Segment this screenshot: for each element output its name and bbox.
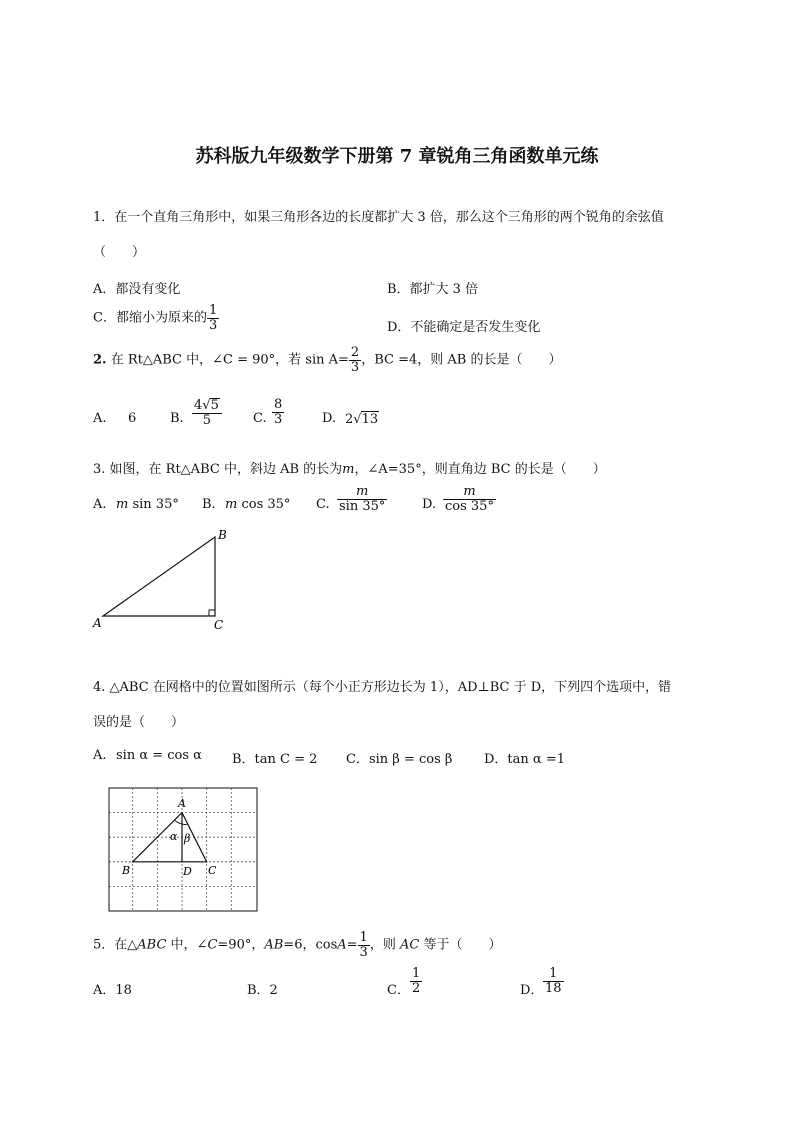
vertex-label-a: A [93,616,102,630]
coefficient: 4 [194,398,203,413]
q2-option-a-label: A. [93,411,107,426]
q2-option-b-fraction [192,398,222,427]
q3-option-c-fraction [337,485,387,513]
q2-stem-fraction [349,346,361,374]
q2-option-d-value [345,411,379,427]
q5-stem-text-f: ，则 [369,937,400,953]
q2-stem-text-b: ，BC =4，则 AB 的长是（ ） [361,352,562,368]
q5-option-b: B．2 [247,983,278,998]
fraction-denominator: 3 [274,411,283,427]
option-label: C． [346,752,369,767]
q4-stem-line-1: 4. △ABC 在网格中的位置如图所示（每个小正方形边长为 1），AD⊥BC 于 D，下列四个选项中，错 [93,680,672,695]
sqrt-sign: √ [202,398,211,413]
page-title: 苏科版九年级数学下册第 7 章锐角三角函数单元练 [195,146,599,167]
q3-option-b-value [225,497,290,512]
fraction-denominator: 18 [545,980,562,996]
coefficient: 2 [345,412,354,427]
right-angle-mark [209,610,215,616]
q3-option-b-label: B. [202,497,216,512]
fraction-numerator: 1 [412,966,421,981]
q1-option-d: D．不能确定是否发生变化 [387,320,541,335]
vertex-label-c: C [214,618,224,632]
q5-stem-fraction [358,931,370,959]
fraction-denominator: sin 35° [339,498,386,514]
sqrt-sign: √ [353,412,362,427]
fraction-numerator: 2 [350,345,360,360]
fraction-denominator: 5 [202,412,212,428]
q4-option-c [346,748,452,767]
vertex-label-a: A [178,797,186,810]
q3-stem-text-a: 3. 如图，在 Rt△ABC 中，斜边 AB 的长为 [93,462,343,477]
q3-option-a-value [116,497,179,512]
point-label-d: D [183,865,192,878]
q5-stem [93,931,501,959]
q5-option-d-label: D． [520,983,544,998]
q1-option-c [93,304,219,332]
radicand: 13 [361,412,379,427]
q2-stem-text-a: 在 Rt△ABC 中，∠C = 90°，若 sin A= [110,352,349,368]
fraction-denominator: 3 [350,359,360,375]
q3-triangle-figure [90,525,240,635]
q4-option-a-label: A. [93,748,107,763]
expression: sin β = cos β [368,752,453,767]
q1-option-c-fraction [207,304,219,332]
triangle-abc [103,537,215,616]
q1-answer-paren: （ ） [93,245,146,260]
angle-label-beta: β [184,832,191,845]
fraction-numerator: 8 [274,397,283,412]
q2-option-b-label: B. [170,411,184,426]
q3-option-d-label: D. [422,497,437,512]
q4-stem-line-2: 误的是（ ） [93,715,185,730]
q4-option-b: B．tan C = 2 [232,752,318,767]
variable-m: m [116,497,129,512]
q4-option-a-value: sin α = cos α [116,748,202,763]
q5-stem-text-g: 等于（ ） [419,937,502,953]
q5-stem-text-a: 5．在△ [93,937,138,953]
radicand: 5 [210,398,219,413]
q5-option-c-fraction [410,967,422,995]
q5-stem-text-c: =90°， [217,937,265,953]
q5-option-a: A．18 [93,983,132,998]
q5-stem-text-b: 中，∠ [166,937,208,953]
q5-option-d-fraction [543,967,564,995]
q5-side-ac: AC [399,937,420,953]
q2-option-a-value: 6 [128,411,137,426]
q5-side-ab: AB [264,937,284,953]
vertex-label-b: B [218,528,227,542]
q5-angle-a: A [337,937,347,953]
q3-stem-text-b: ，∠A=35°，则直角边 BC 的长是（ ） [354,462,606,477]
fraction-numerator: 1 [208,303,218,318]
vertex-label-b: B [122,864,131,877]
q3-option-d-fraction [443,485,496,513]
angle-label-alpha: α [170,830,178,843]
fraction-denominator: 3 [208,317,218,333]
q4-grid-figure [108,787,260,914]
q5-stem-text-d: =6，cos [283,937,338,953]
q1-stem: 1．在一个直角三角形中，如果三角形各边的长度都扩大 3 倍，那么这个三角形的两个锐角的余弦值 [93,210,664,225]
q5-triangle-name: ABC [137,937,167,953]
q2-option-c-fraction [272,398,284,426]
q5-option-c-label: C． [387,983,410,998]
expression: sin 35° [132,497,179,512]
fraction-numerator: 1 [359,930,368,945]
q1-option-b: B．都扩大 3 倍 [387,282,479,297]
fraction-denominator: 2 [412,980,421,996]
q3-option-a-label: A. [93,497,107,512]
expression: cos 35° [241,497,291,512]
q5-angle-c: C [207,937,218,953]
q2-number: 2. [93,352,107,368]
q2-stem [93,346,561,374]
variable-m: m [225,497,238,512]
q1-option-a: A．都没有变化 [93,282,181,297]
q2-option-c-label: C. [253,411,267,426]
fraction-numerator: 1 [543,967,564,982]
q3-option-c-label: C. [316,497,330,512]
fraction-numerator: m [443,485,496,500]
q5-stem-text-e: = [346,937,358,953]
q4-option-d: D．tan α =1 [484,752,565,767]
q1-option-c-text: C．都缩小为原来的 [93,310,207,326]
vertex-label-c: C [208,864,217,877]
q2-option-d-label: D. [322,411,337,426]
q3-stem [93,458,606,477]
fraction-denominator: 3 [359,944,368,960]
fraction-numerator: m [337,485,387,500]
fraction-denominator: cos 35° [445,498,494,514]
q3-stem-variable-m: m [342,462,355,477]
